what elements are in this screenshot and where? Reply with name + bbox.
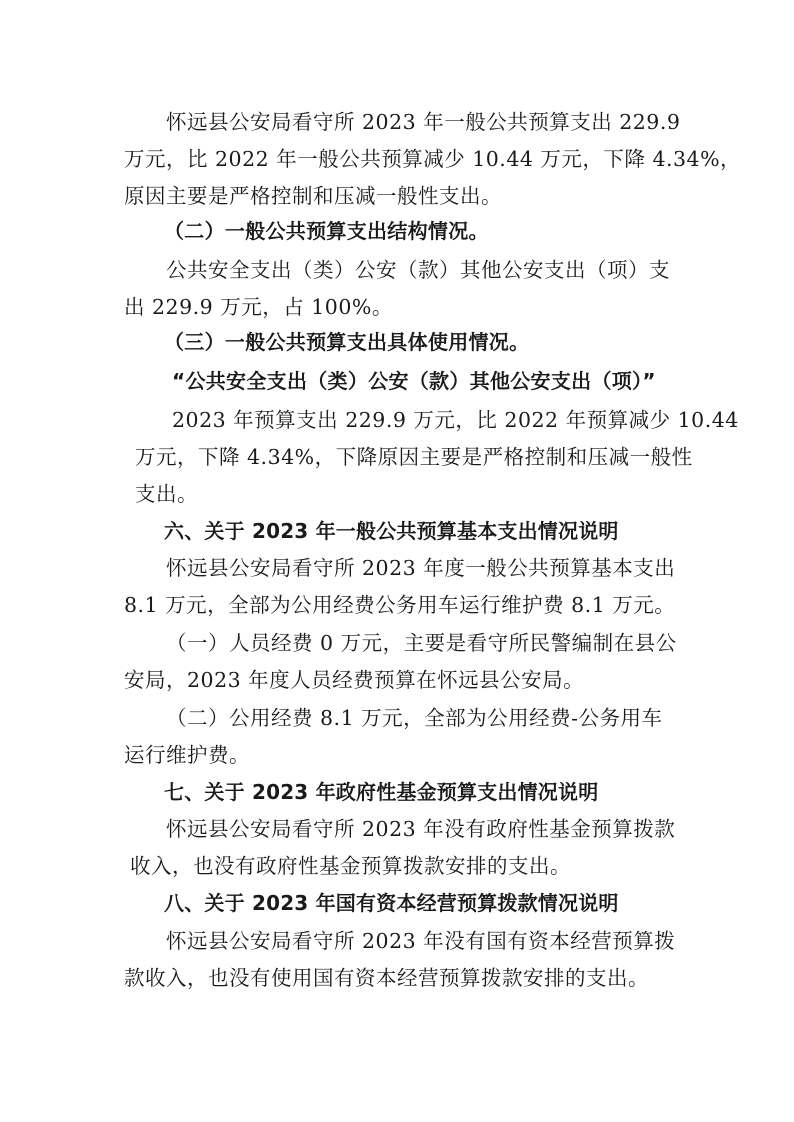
- paragraph-line: 出 229.9 万元，占 100%。: [124, 295, 393, 319]
- subheading-expenditure-usage: （三）一般公共预算支出具体使用情况。: [164, 330, 530, 354]
- subheading-budget-item: “公共安全支出（类）公安（款）其他公安支出（项）”: [172, 369, 656, 393]
- paragraph-line: 怀远县公安局看守所 2023 年一般公共预算支出 229.9: [166, 110, 681, 134]
- paragraph-line: 款收入，也没有使用国有资本经营预算拨款安排的支出。: [124, 966, 649, 990]
- paragraph-line: 怀远县公安局看守所 2023 年没有国有资本经营预算拨: [166, 929, 676, 953]
- paragraph-line: 公共安全支出（类）公安（款）其他公安支出（项）支: [166, 258, 670, 282]
- section-heading-8: 八、关于 2023 年国有资本经营预算拨款情况说明: [164, 891, 619, 915]
- section-heading-7: 七、关于 2023 年政府性基金预算支出情况说明: [164, 780, 599, 804]
- paragraph-line: 原因主要是严格控制和压减一般性支出。: [124, 184, 502, 208]
- paragraph-line: 怀远县公安局看守所 2023 年度一般公共预算基本支出: [166, 556, 676, 580]
- paragraph-line: 2023 年预算支出 229.9 万元，比 2022 年预算减少 10.44: [172, 408, 739, 432]
- paragraph-line: 运行维护费。: [124, 743, 250, 767]
- paragraph-line: （二）公用经费 8.1 万元，全部为公用经费-公务用车: [166, 706, 663, 730]
- subheading-expenditure-structure: （二）一般公共预算支出结构情况。: [164, 219, 489, 243]
- section-heading-6: 六、关于 2023 年一般公共预算基本支出情况说明: [164, 519, 619, 543]
- paragraph-line: 万元，比 2022 年一般公共预算减少 10.44 万元，下降 4.34%，: [124, 147, 742, 171]
- paragraph-line: 收入，也没有政府性基金预算拨款安排的支出。: [130, 854, 571, 878]
- paragraph-line: 安局，2023 年度人员经费预算在怀远县公安局。: [124, 668, 585, 692]
- paragraph-line: （一）人员经费 0 万元，主要是看守所民警编制在县公: [166, 631, 677, 655]
- paragraph-line: 万元，下降 4.34%，下降原因主要是严格控制和压减一般性: [135, 445, 693, 469]
- paragraph-line: 8.1 万元，全部为公用经费公务用车运行维护费 8.1 万元。: [124, 593, 676, 617]
- paragraph-line: 怀远县公安局看守所 2023 年没有政府性基金预算拨款: [166, 817, 676, 841]
- paragraph-line: 支出。: [135, 482, 198, 506]
